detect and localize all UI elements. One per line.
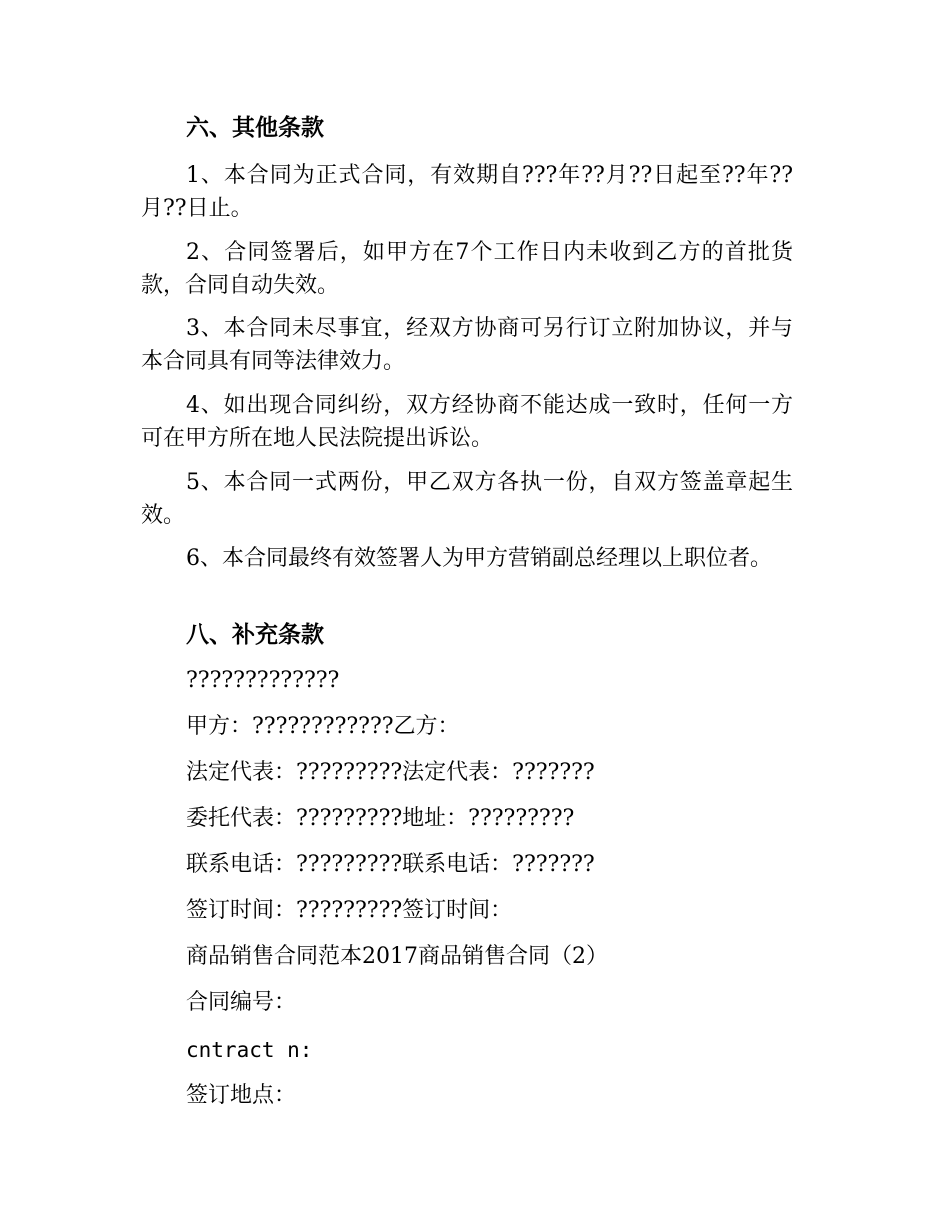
clause-5: 5、本合同一式两份，甲乙双方各执一份，自双方签盖章起生效。 (141, 470, 793, 528)
sign-location-line: 签订地点： (186, 1083, 297, 1108)
agent-address-line: 委托代表：?????????地址：????????? (186, 806, 575, 831)
phone-line: 联系电话：?????????联系电话：??????? (186, 852, 595, 877)
clause-6: 6、本合同最终有效签署人为甲方营销副总经理以上职位者。 (186, 546, 772, 571)
supplement-line: ????????????? (186, 668, 340, 693)
clause-1: 1、本合同为正式合同，有效期自???年??月??日起至??年??月??日止。 (141, 163, 793, 221)
contract-number-line: 合同编号： (186, 990, 297, 1015)
section-six-heading: 六、其他条款 (186, 114, 324, 141)
clause-2: 2、合同签署后，如甲方在7个工作日内未收到乙方的首批货款，合同自动失效。 (141, 240, 793, 298)
contract-title-line: 商品销售合同范本2017商品销售合同（2） (186, 944, 608, 969)
contract-no-english-line: cntract n: (186, 1038, 313, 1062)
legal-rep-line: 法定代表：?????????法定代表：??????? (186, 760, 595, 785)
section-eight-heading: 八、补充条款 (186, 621, 324, 648)
party-line: 甲方：????????????乙方： (186, 714, 460, 739)
clause-3: 3、本合同未尽事宜，经双方协商可另行订立附加协议，并与本合同具有同等法律效力。 (141, 316, 793, 374)
sign-date-line: 签订时间：?????????签订时间： (186, 898, 513, 923)
clause-4: 4、如出现合同纠纷，双方经协商不能达成一致时，任何一方可在甲方所在地人民法院提出诉讼。 (141, 393, 793, 451)
